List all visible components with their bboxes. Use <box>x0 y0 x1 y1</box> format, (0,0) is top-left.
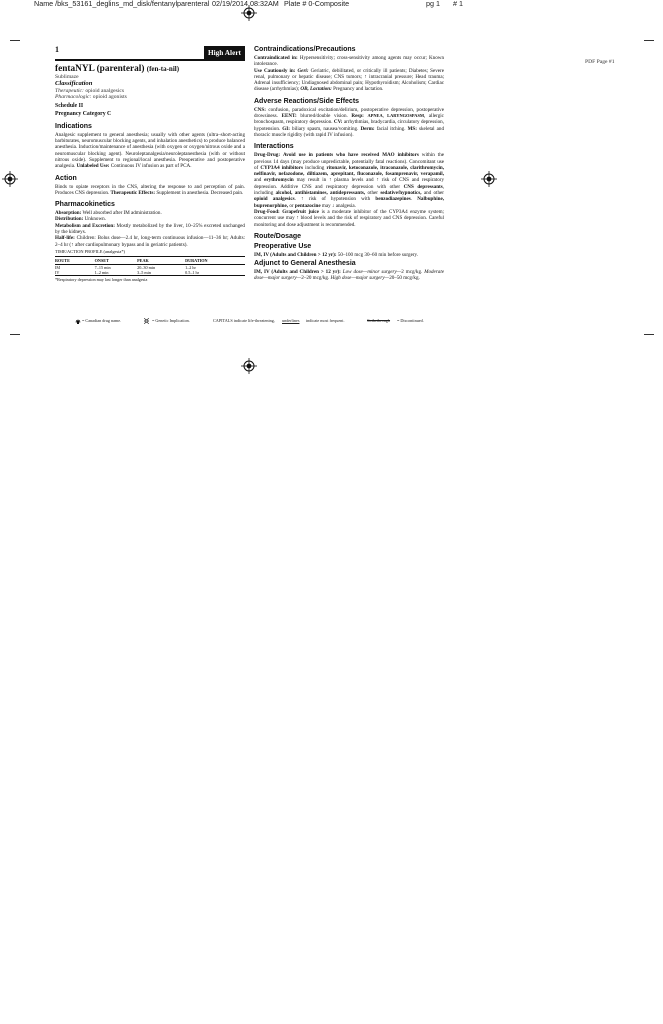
interactions-heading: Interactions <box>254 143 294 151</box>
action-text <box>55 184 245 197</box>
table-cell: IM <box>55 265 61 271</box>
legend-frequent: indicate most frequent. <box>306 318 345 323</box>
drug-drug-list: ritonavir, ketoconazole, itraconazole, clarithromycin, nelfinavir, nefazodone, diltiazem, aprepitant, fluconazole, fosamprenavir, verapamil, <box>254 164 445 178</box>
registration-mark-icon <box>241 5 257 21</box>
ob-text: Pregnancy and lactation. <box>333 86 384 93</box>
cns-text: confusion, paradoxical excitation/delirium, postoperative depression, postoperative drowsiness. <box>254 106 444 120</box>
derm-text: facial itching. <box>376 125 406 132</box>
slug-file: Name /bks_53161_deglins_md_disk/fentanylparenteral <box>34 0 210 8</box>
metabolism <box>55 223 245 236</box>
right-column <box>254 46 444 282</box>
drug-drug-sedatives: sedative/hypnotics, <box>380 190 422 197</box>
schedule: Schedule II <box>55 103 84 110</box>
pdf-page-label: PDF Page #1 <box>585 59 615 65</box>
table-row <box>55 270 245 276</box>
crop-mark <box>10 40 20 41</box>
pharmacologic-class <box>55 94 245 100</box>
table-cell: 20–30 min <box>137 265 156 271</box>
drug-drug-text: including <box>305 164 325 171</box>
action-body: Binds to opiate receptors in the CNS, altering the response to and perception of pain. Produces CNS depression. <box>55 183 245 196</box>
pharmacologic-label: Pharmacologic: <box>55 93 92 100</box>
table-header: DURATION <box>185 257 245 265</box>
legend-capitals: CAPITALS indicate life-threatening, <box>213 318 275 323</box>
drug-drug-text: may result in ↑ plasma levels and ↑ risk of CNS and respiratory depression. Additive CNS and respiratory depression with other <box>254 177 444 190</box>
ob-label: OB, Lactation: <box>300 86 332 93</box>
drug-drug-text: other <box>367 190 378 197</box>
unlabeled-text: Continuous IV infusion as part of PCA. <box>110 163 192 170</box>
preop-label: IM, IV (Adults and Children > 12 yr): <box>254 251 337 258</box>
maple-leaf-icon <box>75 318 81 324</box>
drug-drug-benzodiazepines: benzodiazepines <box>375 196 411 203</box>
legend-strikethrough: Strikethrough <box>367 318 391 323</box>
drug-drug-text: may ↓ analgesia. <box>321 202 356 209</box>
half-life-label: Half-life: <box>55 235 75 242</box>
effects-label: Therapeutic Effects: <box>110 189 156 196</box>
ms-label: MS: <box>407 125 417 132</box>
drug-drug-pentazocine: pentazocine <box>294 202 321 209</box>
action-heading: Action <box>55 174 77 182</box>
drug-drug-label: Drug-Drug: <box>254 152 281 159</box>
drug-food-text: is a moderate inhibitor of the CYP3A4 enzyme system; concurrent use may ↑ blood levels and the risk of respiratory and CNS depression. Careful monitoring and dose adjustment is recommended. <box>254 208 444 228</box>
caution-text: Geriatric, debilitated, or critically ill patients; Diabetes; Severe renal, pulmonary or hepatic disease; CNS tumors; ↑ intracranial pressure; Head trauma; Adrenal insufficiency; Undiagnosed abdominal pain; Hypothyroidism; Alcoholism; Cardiac disease (arrhythmias); <box>254 67 444 93</box>
table-cell: 1–2 min <box>95 270 137 276</box>
legend-genetic: = Genetic Implication. <box>152 318 190 323</box>
page-number: 1 <box>55 45 59 54</box>
resp-label: Resp: <box>351 113 364 120</box>
adjunct-label: IM, IV (Adults and Children > 12 yr): <box>254 269 341 276</box>
drug-drug-text: within the previous 14 days (may produce unpredictable, potentially fatal reactions). Concomitant use of <box>254 152 444 171</box>
gi-label: GI: <box>282 125 290 132</box>
crop-mark <box>10 334 20 335</box>
geri-label: Geri: <box>297 67 309 74</box>
contraindications-heading: Contraindications/Precautions <box>254 46 356 53</box>
distribution-text: Unknown. <box>84 216 106 223</box>
drug-food-grapefruit: Grapefruit juice <box>282 208 319 215</box>
table-cell: 3–5 min <box>137 270 185 276</box>
effects-text: Supplement in anesthesia. Decreased pain. <box>156 189 244 196</box>
registration-mark-icon <box>481 171 497 187</box>
legend-canadian: = Canadian drug name. <box>82 318 122 323</box>
drug-drug-erythromycin: erythromycin <box>264 177 294 184</box>
half-life <box>55 235 245 248</box>
table-title: TIME/ACTION PROFILE (analgesia*) <box>55 248 125 254</box>
resp-text: allergic bronchospasm, respiratory depression. <box>254 113 444 126</box>
pregnancy-category: Pregnancy Category C <box>55 111 112 118</box>
use-cautiously <box>254 68 444 93</box>
contraindicated-text: Hypersensitivity; cross-sensitivity among agents may occur; Known intolerance. <box>254 55 444 68</box>
high-dose-value: 20–50 mcg/kg. <box>389 275 420 282</box>
contraindicated-label: Contraindicated in: <box>254 55 298 61</box>
absorption-label: Absorption: <box>55 210 82 217</box>
adverse-text <box>254 107 444 138</box>
left-column <box>55 46 245 284</box>
crop-mark <box>644 334 654 335</box>
table-cell: 7–15 min <box>94 265 111 271</box>
therapeutic-value: opioid analgesics <box>85 87 124 94</box>
metabolism-label: Metabolism and Excretion: <box>55 222 115 229</box>
legend-discontinued: = Discontinued. <box>397 318 424 323</box>
table-footnote: *Respiratory depression may last longer than analgesia <box>55 277 148 283</box>
half-life-text: Children: Bolus dose—2.4 hr, long-term continuous infusion—11–36 hr; Adults: 2–4 hr (↑ after cardiopulmonary bypass and in geriatric patients). <box>55 235 245 248</box>
indications-body: Analgesic supplement to general anesthesia; usually with other agents (ultra–short-acting barbiturates, neuromuscular blocking agents, and inhalation anesthetics) to produce balanced anesthesia. Induction/maintenance of anesthesia (with oxygen or oxygen/nitrous oxide and a neuromuscular blocking agent). Neuroleptanalgesia/neuroleptanesthesia (with or without nitrous oxide). Supplement to regional/local anesthesia. Preoperative and postoperative analgesia. <box>55 131 245 170</box>
table-header: PEAK <box>137 257 185 265</box>
table-cell: 0.5–1 hr <box>185 270 245 276</box>
route-dosage-heading: Route/Dosage <box>254 232 302 240</box>
preop-heading: Preoperative Use <box>254 242 312 250</box>
indications-text <box>55 132 245 170</box>
slug-number: # 1 <box>453 0 463 8</box>
ms-text: skeletal and thoracic muscle rigidity (with rapid IV infusion). <box>254 125 444 138</box>
drug-drug-cyp: CYP3A4 inhibitors <box>260 164 303 171</box>
classification-heading: Classification <box>55 80 93 88</box>
preop-text: 50–100 mcg 30–60 min before surgery. <box>337 251 419 258</box>
registration-mark-icon <box>241 358 257 374</box>
table-header: ONSET <box>95 257 137 265</box>
adjunct-heading: Adjunct to General Anesthesia <box>254 260 356 268</box>
drug-name: fentaNYL (parenteral) <box>55 64 145 74</box>
drug-drug-avoid: Avoid use in patients who have received MAO inhibitors <box>283 152 419 159</box>
adverse-heading: Adverse Reactions/Side Effects <box>254 97 360 105</box>
crop-mark <box>644 40 654 41</box>
high-alert-badge: High Alert <box>204 46 245 59</box>
drug-drug-alcohol: alcohol, antihistamines, antidepressants, <box>275 190 366 197</box>
drug-drug-text: or <box>289 202 294 209</box>
legend-underlines: underlines <box>282 318 300 323</box>
therapeutic-label: Therapeutic: <box>55 87 84 94</box>
slug-plate: Plate # 0-Composite <box>284 0 350 8</box>
eent-text: blurred/double vision. <box>300 113 348 120</box>
time-action-table <box>55 256 245 276</box>
drug-drug-text: and other <box>423 190 444 197</box>
low-dose-value: 2 mcg/kg. <box>401 269 423 276</box>
distribution-label: Distribution: <box>55 216 84 223</box>
preop-dose <box>254 252 444 258</box>
absorption-text: Well absorbed after IM administration. <box>82 210 162 217</box>
metabolism-text: Mostly metabolized by the liver, 10–25% excreted unchanged by the kidneys. <box>55 222 245 236</box>
page-header <box>55 46 245 61</box>
drug-drug-text: . ↑ risk of hypotension with <box>294 196 371 203</box>
cv-label: CV: <box>333 119 343 126</box>
table-cell: IV <box>55 270 95 276</box>
cns-label: CNS: <box>254 106 266 113</box>
drug-drug-text: , including <box>254 183 445 197</box>
drug-drug-text: and <box>254 177 262 184</box>
registration-mark-icon <box>2 171 18 187</box>
drug-drug <box>254 152 444 209</box>
drug-drug-cns: CNS depressants <box>403 183 443 190</box>
dna-icon <box>144 318 149 324</box>
contraindicated-in <box>254 55 444 68</box>
gi-text: biliary spasm, nausea/vomiting. <box>291 125 359 132</box>
drug-title <box>55 64 245 74</box>
table-cell: 1–2 hr <box>185 265 196 271</box>
moderate-dose-label: Moderate dose—major surgery— <box>254 269 445 282</box>
eent-label: EENT: <box>281 113 297 120</box>
indications-heading: Indications <box>55 122 92 130</box>
table-header: ROUTE <box>55 257 95 265</box>
low-dose-label: Low dose—minor surgery— <box>342 269 402 276</box>
drug-drug-opioids: opioid analgesics <box>254 196 295 203</box>
drug-drug-text: . <box>410 196 413 203</box>
slug-date: 02/19/2014 08:32AM <box>212 0 279 8</box>
pharmacologic-value: opioid agonists <box>92 93 127 100</box>
drug-food <box>254 209 444 228</box>
derm-label: Derm: <box>360 125 375 132</box>
print-slug <box>34 0 643 8</box>
adjunct-dose <box>254 269 444 282</box>
drug-food-label: Drug-Food: <box>254 208 280 215</box>
drug-pronunciation: (fen-ta-nil) <box>146 65 180 73</box>
caution-label: Use Cautiously in: <box>254 67 296 74</box>
moderate-dose-value: 2–20 mcg/kg. <box>301 275 330 282</box>
unlabeled-label: Unlabeled Use: <box>76 163 110 170</box>
drug-brand: Sublimaze <box>55 74 79 80</box>
resp-caps: APNEA, LARYNGOSPASM, <box>367 113 426 119</box>
slug-page: pg 1 <box>426 0 440 8</box>
high-dose-label: High dose—major surgery— <box>330 275 390 282</box>
drug-drug-nalbuphine: Nalbuphine, buprenorphine, <box>254 196 444 209</box>
cv-text: arrhythmias, bradycardia, circulatory depression, hypotension. <box>254 119 445 132</box>
pharmacokinetics-heading: Pharmacokinetics <box>55 201 115 209</box>
